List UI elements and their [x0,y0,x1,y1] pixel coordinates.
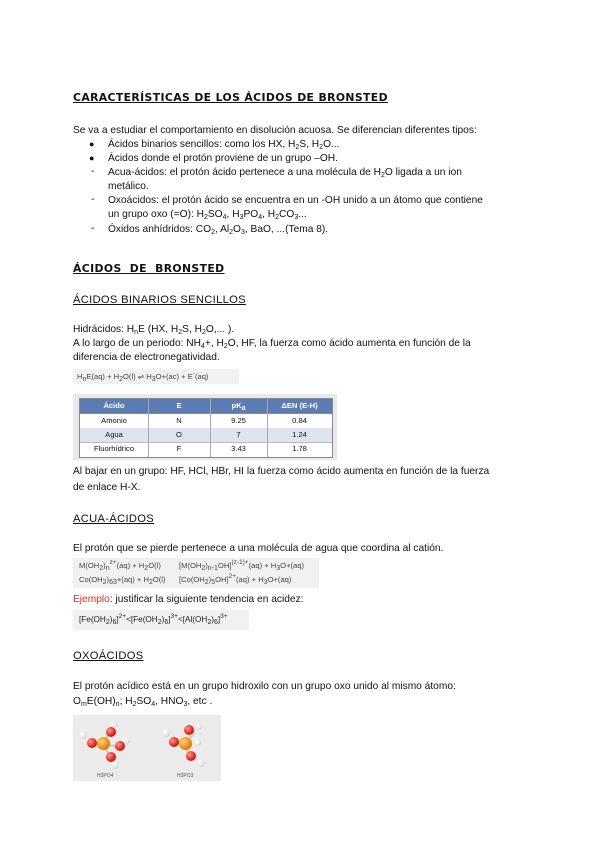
acua-eq2-right: $[Co(OH_2)_5OH]^{2+}(aq) + H_3O+(aq)$ [179,573,292,586]
table-divider [210,399,211,457]
binarios-line2: A lo largo de un periodo: $NH_4+$, $H_2O$, HF, la fuerza como ácido aumenta en función de la [73,338,471,350]
table-cell: Fluorhídrico [93,444,135,453]
table-cell: Amonio [101,416,127,425]
dash-icon: - [91,223,95,234]
oxoacid-molecules-image [73,715,221,781]
acua-title: ACUA-ÁCIDOS [73,513,155,525]
table-row [80,414,332,429]
oxo-title: OXOÁCIDOS [73,650,144,662]
table-row [80,428,332,443]
hydrogen-atom [162,729,170,737]
oxygen-atom [87,738,97,748]
oxygen-atom [186,751,196,761]
table-cell: F [176,444,182,453]
bullet-icon: ● [89,153,95,163]
type-oxo-line1: Oxoácidos: el protón ácido se encuentra en un -OH unido a un átomo que contiene [108,195,483,206]
table-cell: Agua [105,430,123,439]
table-cell: 1.78 [292,444,307,453]
type-acua-line1: Acua-ácidos: el protón ácido pertenece a una molécula de $H_2O$ ligada a un ion [108,167,462,179]
type-oxo-line2: un grupo oxo (=O): $H_2SO_4$, $H_3PO_4$, $H_2CO_3$... [108,209,307,221]
acid-table-image [73,394,337,460]
table-cell: O [176,430,182,439]
table-header: E [176,401,182,410]
oxo-line1: El protón acídico está en un grupo hidroxilo con un grupo oxo unido al mismo átomo: [73,681,456,692]
binarios-line5: de enlace H-X. [73,482,141,493]
molecule-caption: H3PO3 [177,773,194,779]
table-header: $pK_a$ [231,401,246,412]
type-oxidos: Óxidos anhídridos: $CO_2$, $Al_2O_3$, BaO, ...(Tema 8). [108,224,329,236]
oxygen-atom [106,727,116,737]
example-label: Ejemplo [73,594,110,605]
binarios-line4: Al bajar en un grupo: HF, HCl, HBr, HI la fuerza como ácido aumenta en función de la fuerza [73,466,490,477]
binarios-line1: Hidrácidos: $H_nE$ (HX, $H_2S$, $H_2O$,... ). [73,324,235,336]
acua-example [73,593,304,606]
type-binarios: Ácidos binarios sencillos: como los HX, $H_2S$, $H_2O$... [108,139,340,151]
tendency-text: $[Fe(OH_2)_6]^{2+}<[Fe(OH_2)_6]^{3+}<[Al(OH_2)_6]^{3+}$ [79,613,228,626]
acua-eq1-left: $M(OH_2)_n^{z+}(aq) + H_2O(l)$ [79,559,161,572]
example-text: : justificar la siguiente tendencia en acidez: [109,594,304,605]
acua-eq1-right: $[M(OH_2)_{n-1}OH]^{(z-1)+}(aq) + H_3O+(aq)$ [179,559,305,572]
tendency-image [73,610,249,630]
table-divider [267,399,268,457]
table-header: Ácido [103,401,125,410]
hydrogen-atom [79,731,87,739]
acua-eq2-left: $Co(OH_2)_{63}+(aq) + H_2O(l)$ [79,575,166,586]
table-cell: N [176,416,182,425]
hydrogen-atom [194,739,201,746]
table-cell: 0.84 [292,416,307,425]
acua-line1: El protón que se pierde pertenece a una molécula de agua que coordina al catión. [73,543,444,554]
hydrogen-atom [123,737,130,744]
phosphorus-atom [179,737,192,750]
oxo-line2: $O_mE(OH)_n$; $H_2SO_4$, $HNO_3$, etc . [73,696,213,708]
acid-table [79,398,333,458]
table-divider [148,399,149,457]
page-title: CARACTERÍSTICAS DE LOS ÁCIDOS DE BRONSTED [73,91,388,104]
table-cell: 9.25 [231,416,246,425]
hydrogen-atom [111,761,119,769]
hydracid-equation: $H_nE(aq) + H_2O(l)$ ⇌ $H_3O+(ac) + E^-(aq)$ [77,370,209,383]
dash-icon: - [91,194,95,205]
dash-icon: - [91,166,95,177]
table-cell: 7 [236,430,241,439]
section-title: ÁCIDOS DE BRONSTED [73,262,225,275]
molecule-caption: H3PO4 [97,773,114,779]
type-acua-line2: metálico. [108,181,149,192]
intro-text: Se va a estudiar el comportamiento en disolución acuosa. Se diferencian diferentes tipos: [73,125,477,136]
table-cell: 1.24 [292,430,307,439]
table-header: ΔEN (E-H) [281,401,318,410]
acua-equations-image [73,558,319,588]
binarios-title: ÁCIDOS BINARIOS SENCILLOS [73,294,246,306]
table-cell: 3.43 [231,444,246,453]
table-row [80,442,332,456]
hydrogen-atom [197,759,205,767]
table-header-row [80,399,332,414]
phosphorus-atom [97,737,110,750]
oxygen-atom [169,737,179,747]
hydracid-equation-image [73,369,239,384]
bullet-icon: ● [89,139,95,149]
binarios-line3: diferencia de electronegatividad. [73,352,220,363]
type-oh-group: Ácidos donde el protón proviene de un grupo –OH. [108,153,338,164]
hydrogen-atom [195,723,202,730]
oxygen-atom [184,725,194,735]
